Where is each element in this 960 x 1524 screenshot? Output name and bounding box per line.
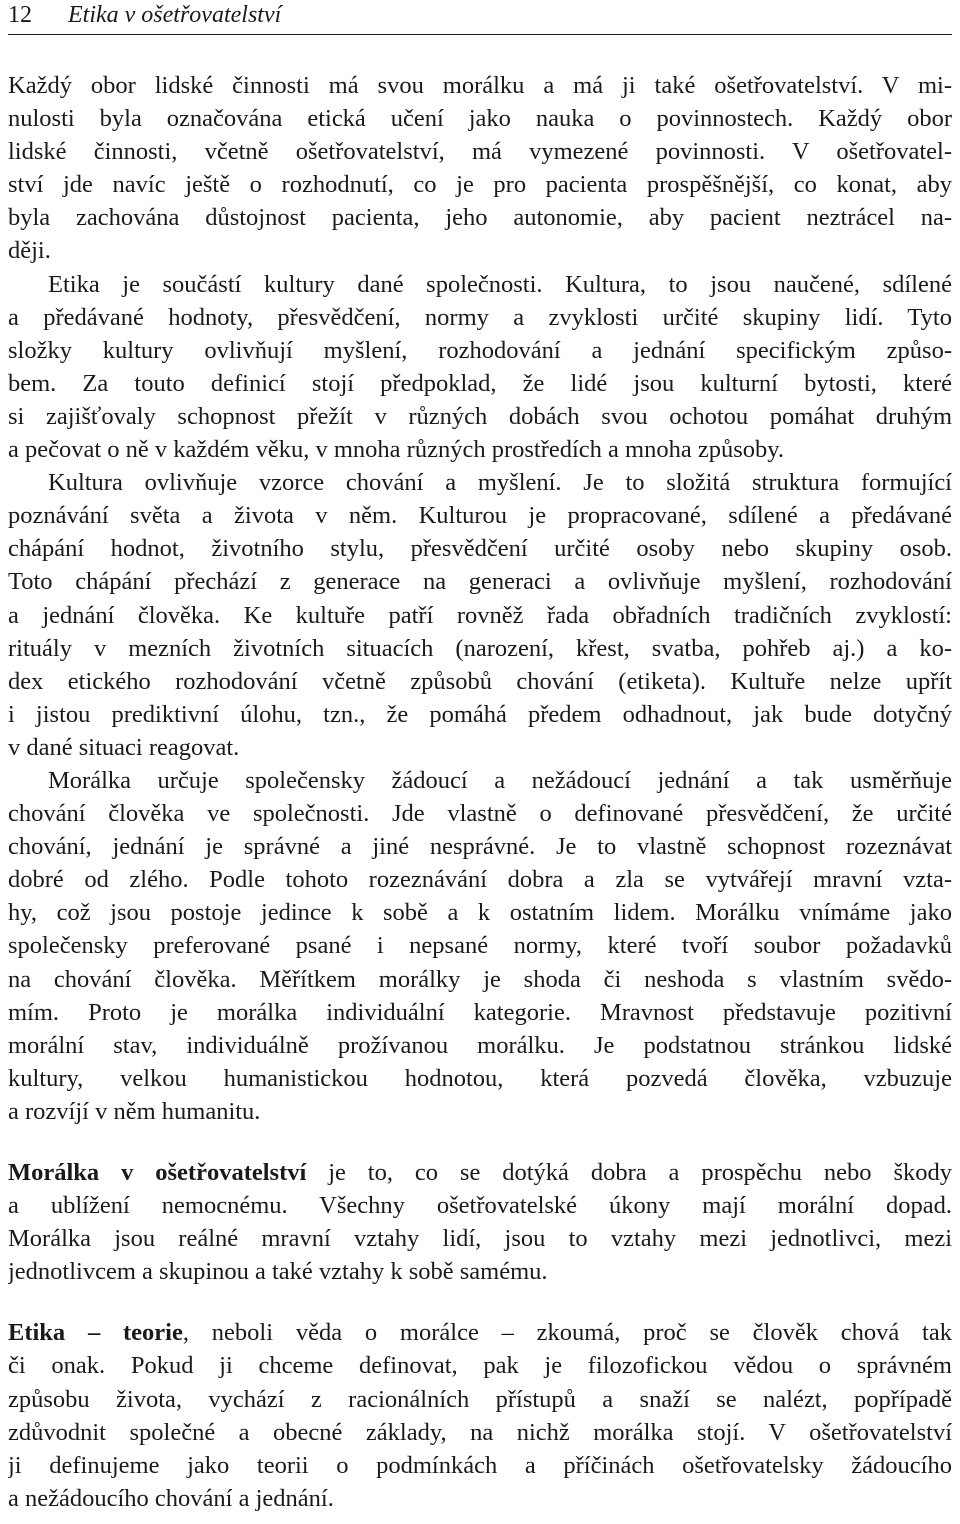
text-line: chování člověka ve společnosti. Jde vlastně o definované přesvědčení, že určité (8, 800, 952, 828)
text-line: nulosti byla označována etická učení jako nauka o povinnostech. Každý obor (8, 105, 952, 133)
section-moralka (8, 1156, 952, 1288)
text-line: chování, jednání je správné a jiné nesprávné. Je to vlastně schopnost rozeznávat (8, 833, 952, 861)
text-line: Morálka jsou reálné mravní vztahy lidí, jsou to vztahy mezi jednotlivci, mezi (8, 1225, 952, 1253)
text-line: dobré od zlého. Podle tohoto rozeznávání dobra a zla se vytvářejí mravní vzta- (8, 866, 952, 894)
text-line: Etika je součástí kultury dané společnosti. Kultura, to jsou naučené, sdílené (48, 270, 952, 298)
text-line: a rozvíjí v něm humanitu. (8, 1097, 261, 1125)
text-line: na chování člověka. Měřítkem morálky je shoda či neshoda s vlastním svědo- (8, 965, 952, 993)
text-line: ději. (8, 237, 51, 265)
text-line: či onak. Pokud ji chceme definovat, pak je filozofickou vědou o správném (8, 1352, 952, 1380)
text-line: morální stav, individuálně prožívanou morálku. Je podstatnou stránkou lidské (8, 1031, 952, 1059)
section-spacer (8, 1128, 952, 1156)
text-line: v dané situaci reagovat. (8, 733, 240, 761)
text-line: ství jde navíc ještě o rozhodnutí, co je pro pacienta prospěšnější, co konat, aby (8, 171, 952, 199)
section-etika (8, 1316, 952, 1515)
text-line: hy, což jsou postoje jedince k sobě a k ostatním lidem. Morálku vnímáme jako (8, 899, 952, 927)
text-line: byla zachována důstojnost pacienta, jeho autonomie, aby pacient neztrácel na- (8, 204, 952, 232)
body-text (8, 69, 952, 1515)
running-header (8, 0, 952, 35)
paragraph-1 (8, 69, 952, 268)
text-line: i jistou prediktivní úlohu, tzn., že pomáhá předem odhadnout, jak bude dotyčný (8, 700, 952, 728)
text-line: a nežádoucího chování a jednání. (8, 1484, 334, 1512)
text-line: a pečovat o ně v každém věku, v mnoha různých prostředích a mnoha způsoby. (8, 436, 785, 464)
text-line (8, 1156, 952, 1189)
text-line: složky kultury ovlivňují myšlení, rozhodování a jednání specifickým způso- (8, 336, 952, 364)
text-line: bem. Za touto definicí stojí předpoklad, že lidé jsou kulturní bytosti, které (8, 369, 952, 397)
text-line: způsobu života, vychází z racionálních přístupů a snaží se nalézt, popřípadě (8, 1385, 952, 1413)
term-etika: Etika – teorie (8, 1319, 183, 1347)
text-line: a jednání člověka. Ke kultuře patří rovněž řada obřadních tradičních zvyklostí: (8, 601, 952, 629)
text-line: dex etického rozhodování včetně způsobů chování (etiketa). Kultuře nelze upřít (8, 667, 952, 695)
text-line: jednotlivcem a skupinou a také vztahy k sobě samému. (8, 1258, 548, 1286)
term-moralka: Morálka v ošetřovatelství (8, 1159, 307, 1186)
text-line (8, 1316, 952, 1349)
text-line: zdůvodnit společné a obecné základy, na nichž morálka stojí. V ošetřovatelství (8, 1418, 952, 1446)
text-line: ji definujeme jako teorii o podmínkách a příčinách ošetřovatelsky žádoucího (8, 1451, 952, 1479)
text-line: Morálka určuje společensky žádoucí a nežádoucí jednání a tak usměrňuje (48, 766, 952, 794)
text-line: Toto chápání přechází z generace na generaci a ovlivňuje myšlení, rozhodování (8, 568, 952, 596)
text-line: a ublížení nemocnému. Všechny ošetřovatelské úkony mají morální dopad. (8, 1192, 952, 1220)
text-line: rituály v mezních životních situacích (narození, křest, svatba, pohřeb aj.) a ko- (8, 634, 952, 662)
paragraph-2 (8, 268, 952, 467)
text-line: Kultura ovlivňuje vzorce chování a myšlení. Je to složitá struktura formující (48, 469, 952, 497)
page-number: 12 (8, 2, 32, 28)
paragraph-3 (8, 466, 952, 764)
text-line: společensky preferované psané i nepsané normy, které tvoří soubor požadavků (8, 932, 952, 960)
text-line: kultury, velkou humanistickou hodnotou, která pozvedá člověka, vzbuzuje (8, 1064, 952, 1092)
text-line: poznávání světa a života v něm. Kulturou je propracované, sdílené a předávané (8, 502, 952, 530)
text-line: chápání hodnot, životního stylu, přesvědčení určité osoby nebo skupiny osob. (8, 535, 952, 563)
running-title: Etika v ošetřovatelství (68, 2, 282, 28)
term-definition: , neboli věda o morálce – zkoumá, proč se člověk chová tak (182, 1319, 952, 1347)
text-line: lidské činnosti, včetně ošetřovatelství, má vymezené povinnosti. V ošetřovatel- (8, 138, 952, 166)
section-spacer (8, 1288, 952, 1316)
text-line: mím. Proto je morálka individuální kategorie. Mravnost představuje pozitivní (8, 998, 952, 1026)
text-line: Každý obor lidské činnosti má svou morálku a má ji také ošetřovatelství. V mi- (8, 72, 952, 99)
paragraph-4 (8, 764, 952, 1128)
term-definition: je to, co se dotýká dobra a prospěchu nebo škody (306, 1159, 952, 1186)
text-line: si zajišťovaly schopnost přežít v různých dobách svou ochotou pomáhat druhým (8, 402, 952, 430)
text-line: a předávané hodnoty, přesvědčení, normy a zvyklosti určité skupiny lidí. Tyto (8, 303, 952, 331)
